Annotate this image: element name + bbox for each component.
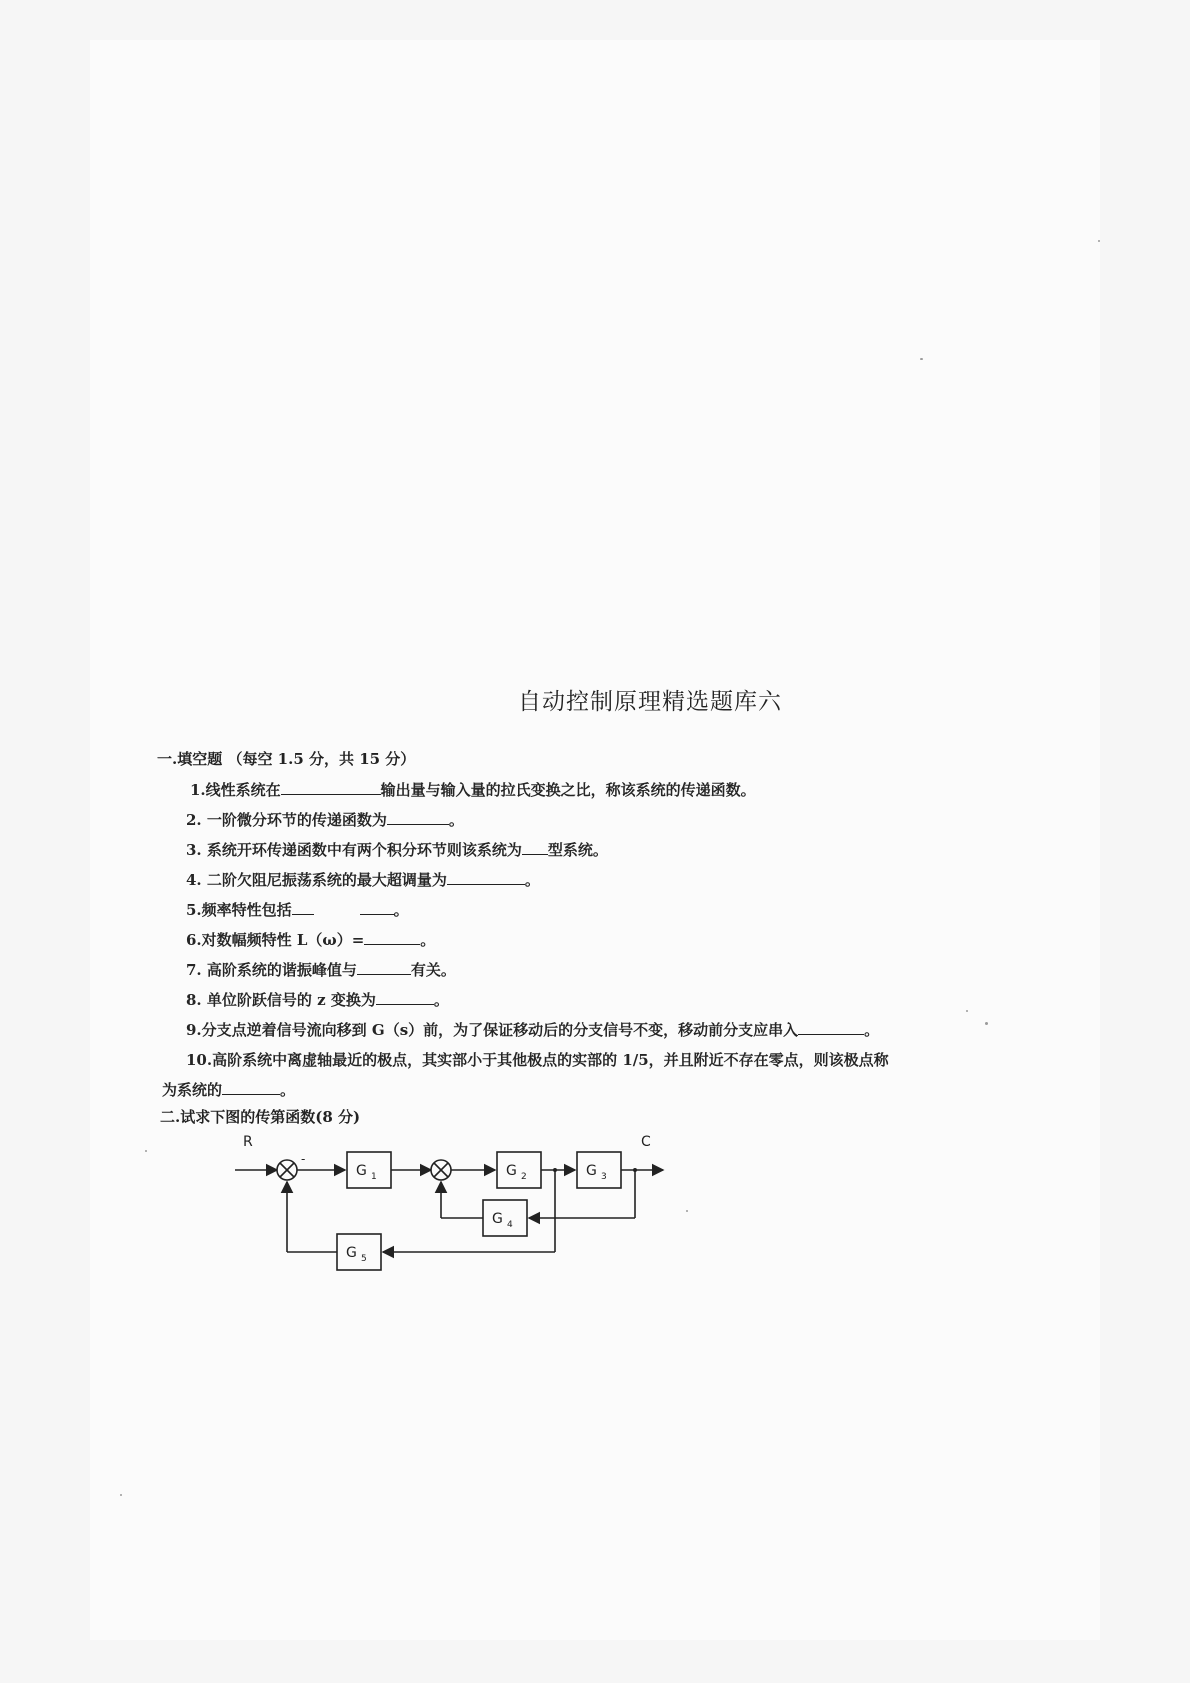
question-1-text: 1.线性系统在 xyxy=(190,781,281,799)
svg-text:1: 1 xyxy=(371,1172,377,1182)
answer-blank[interactable] xyxy=(357,962,411,975)
svg-text:5: 5 xyxy=(361,1254,367,1264)
question-7-text-end: 有关。 xyxy=(410,961,456,979)
minus-sign: - xyxy=(301,1152,306,1166)
question-10-text-continued: 为系统的 xyxy=(162,1081,223,1099)
question-10-continued xyxy=(162,1079,295,1100)
question-2-text: 2. 一阶微分环节的传递函数为 xyxy=(186,811,387,829)
svg-text:3: 3 xyxy=(601,1172,607,1182)
question-3-text-end: 型系统。 xyxy=(547,841,608,859)
answer-blank[interactable] xyxy=(364,932,420,945)
question-2 xyxy=(186,809,464,830)
question-7 xyxy=(186,959,456,980)
svg-text:G: G xyxy=(586,1163,597,1179)
answer-blank[interactable] xyxy=(387,812,449,825)
svg-text:G: G xyxy=(356,1163,367,1179)
section-heading-transfer-function: 二.试求下图的传第函数(8 分) xyxy=(160,1108,361,1126)
question-8-text: 8. 单位阶跃信号的 z 变换为 xyxy=(186,991,376,1009)
answer-blank[interactable] xyxy=(360,902,394,915)
scan-speck xyxy=(686,1210,688,1212)
answer-blank[interactable] xyxy=(522,842,548,855)
section-heading-fill-in: 一.填空题 （每空 1.5 分，共 15 分） xyxy=(157,750,416,768)
scan-speck xyxy=(120,1494,122,1496)
question-9-text-end: 。 xyxy=(864,1021,880,1039)
svg-text:G: G xyxy=(506,1163,517,1179)
scan-speck xyxy=(145,1150,147,1152)
question-3 xyxy=(186,839,608,860)
scan-speck xyxy=(920,358,923,360)
question-8 xyxy=(186,989,449,1010)
block-diagram xyxy=(225,1130,685,1280)
svg-text:2: 2 xyxy=(521,1172,527,1182)
answer-blank[interactable] xyxy=(292,902,314,915)
input-label: R xyxy=(243,1134,253,1150)
answer-blank[interactable] xyxy=(281,782,381,795)
svg-text:G: G xyxy=(492,1211,503,1227)
question-6-text: 6.对数幅频特性 L（ω）= xyxy=(186,931,365,949)
question-3-text: 3. 系统开环传递函数中有两个积分环节则该系统为 xyxy=(186,841,522,859)
question-7-text: 7. 高阶系统的谐振峰值与 xyxy=(186,961,357,979)
question-1-text-end: 输出量与输入量的拉氏变换之比，称该系统的传递函数。 xyxy=(380,781,756,799)
answer-blank[interactable] xyxy=(798,1022,864,1035)
question-4-text-end: 。 xyxy=(524,871,540,889)
question-6-text-end: 。 xyxy=(420,931,436,949)
svg-text:G: G xyxy=(346,1245,357,1261)
scan-speck xyxy=(1098,240,1100,242)
question-9-text: 9.分支点逆着信号流向移到 G（s）前，为了保证移动后的分支信号不变，移动前分支应串入 xyxy=(186,1021,799,1039)
page-title: 自动控制原理精选题库六 xyxy=(518,689,782,715)
question-5 xyxy=(186,899,409,920)
question-5-text-end: 。 xyxy=(393,901,409,919)
question-9 xyxy=(186,1019,879,1040)
question-1 xyxy=(190,779,756,800)
answer-blank[interactable] xyxy=(376,992,434,1005)
question-10-text: 10.高阶系统中离虚轴最近的极点，其实部小于其他极点的实部的 1/5，并且附近不存在零点，则该极点称 xyxy=(186,1051,889,1069)
question-8-text-end: 。 xyxy=(433,991,449,1009)
scan-speck xyxy=(985,1022,988,1025)
question-4 xyxy=(186,869,540,890)
answer-blank[interactable] xyxy=(222,1082,280,1095)
question-6 xyxy=(186,929,435,950)
question-2-text-end: 。 xyxy=(448,811,464,829)
output-label: C xyxy=(641,1134,651,1150)
question-4-text: 4. 二阶欠阻尼振荡系统的最大超调量为 xyxy=(186,871,447,889)
question-5-text: 5.频率特性包括 xyxy=(186,901,292,919)
question-10-text-end: 。 xyxy=(280,1081,296,1099)
answer-blank[interactable] xyxy=(447,872,525,885)
question-10 xyxy=(186,1049,889,1070)
scan-speck xyxy=(966,1010,968,1012)
svg-text:4: 4 xyxy=(507,1220,513,1230)
